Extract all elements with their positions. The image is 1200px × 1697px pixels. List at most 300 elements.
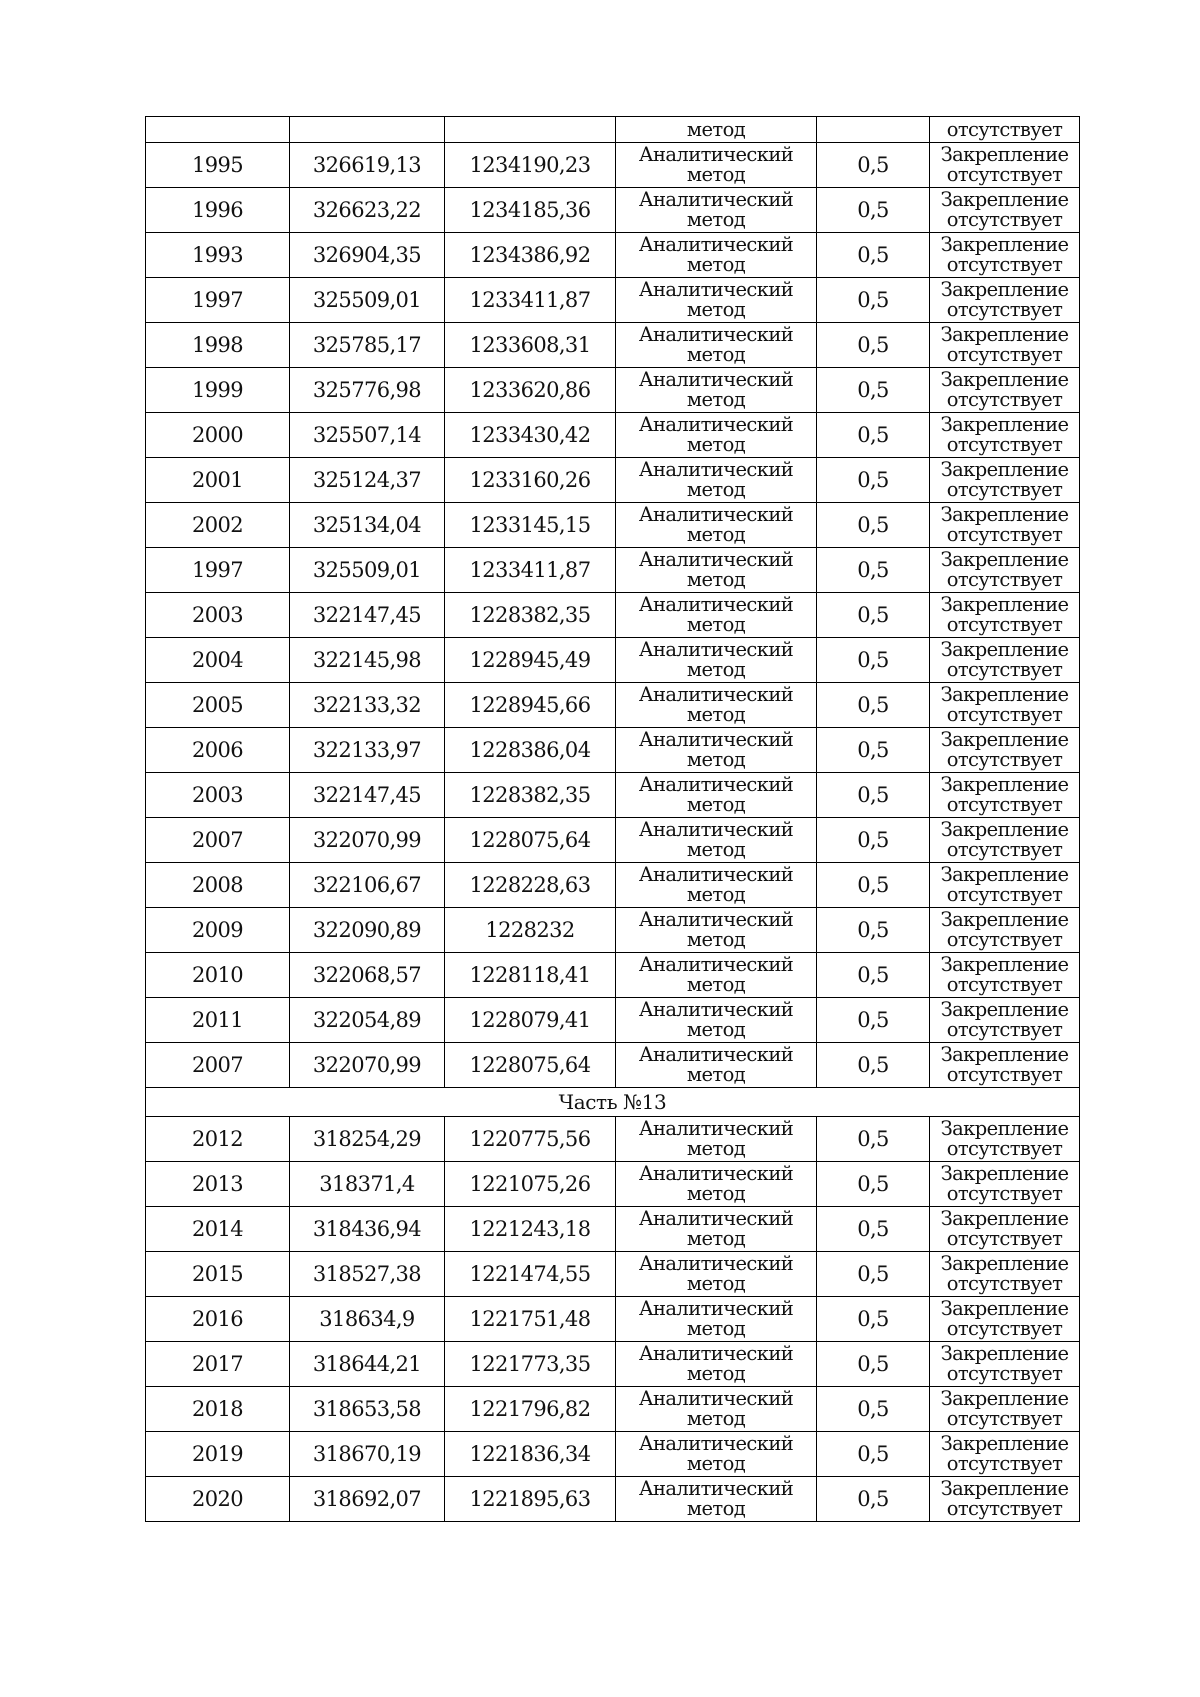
table-row bbox=[146, 368, 1080, 413]
table-row bbox=[146, 1162, 1080, 1207]
table-row bbox=[146, 1432, 1080, 1477]
accuracy-cell: 0,5 bbox=[817, 1207, 930, 1252]
accuracy-cell: 0,5 bbox=[817, 1252, 930, 1297]
accuracy-cell: 0,5 bbox=[817, 683, 930, 728]
point-number-cell: 2012 bbox=[146, 1117, 290, 1162]
accuracy-cell: 0,5 bbox=[817, 728, 930, 773]
method-line-2: метод bbox=[686, 298, 746, 321]
y-coordinate-cell: 1234185,36 bbox=[445, 188, 616, 233]
y-coordinate-cell: 1221751,48 bbox=[445, 1297, 616, 1342]
accuracy-cell: 0,5 bbox=[817, 593, 930, 638]
fixing-line-2: отсутствует bbox=[946, 253, 1063, 276]
point-number-cell: 2015 bbox=[146, 1252, 290, 1297]
fixing-line-1: Закрепление bbox=[940, 1207, 1069, 1230]
fixing-line-2: отсутствует bbox=[946, 883, 1063, 906]
y-coordinate-cell: 1221075,26 bbox=[445, 1162, 616, 1207]
accuracy-cell: 0,5 bbox=[817, 1162, 930, 1207]
method-cell bbox=[616, 773, 817, 818]
method-line-2: метод bbox=[686, 1018, 746, 1041]
fixing-cell bbox=[930, 368, 1080, 413]
fixing-line-1: Закрепление bbox=[940, 188, 1069, 211]
point-number-cell: 1999 bbox=[146, 368, 290, 413]
method-line-2: метод bbox=[686, 1317, 746, 1340]
fixing-line-1: Закрепление bbox=[940, 1252, 1069, 1275]
x-coordinate-cell: 318692,07 bbox=[290, 1477, 445, 1522]
y-coordinate-cell: 1228386,04 bbox=[445, 728, 616, 773]
fixing-line-1: Закрепление bbox=[940, 1342, 1069, 1365]
fixing-line-2: отсутствует bbox=[946, 973, 1063, 996]
table-row bbox=[146, 1207, 1080, 1252]
fixing-line-1: Закрепление bbox=[940, 413, 1069, 436]
x-coordinate-cell: 318634,9 bbox=[290, 1297, 445, 1342]
fixing-cell bbox=[930, 548, 1080, 593]
method-cell bbox=[616, 368, 817, 413]
y-coordinate-cell: 1233608,31 bbox=[445, 323, 616, 368]
fixing-cell bbox=[930, 1043, 1080, 1088]
x-coordinate-cell: 318436,94 bbox=[290, 1207, 445, 1252]
method-line-2: метод bbox=[686, 1497, 746, 1520]
method-line-2: метод bbox=[686, 613, 746, 636]
table-row bbox=[146, 683, 1080, 728]
fixing-line-2: отсутствует bbox=[946, 703, 1063, 726]
fixing-line-1: Закрепление bbox=[940, 368, 1069, 391]
fixing-line-2: отсутствует bbox=[946, 793, 1063, 816]
method-line-1: Аналитический bbox=[638, 728, 794, 751]
method-line-2: метод bbox=[686, 388, 746, 411]
method-line-1: Аналитический bbox=[638, 1477, 794, 1500]
x-coordinate-cell: 325776,98 bbox=[290, 368, 445, 413]
fixing-line-1: Закрепление bbox=[940, 1387, 1069, 1410]
y-coordinate-cell: 1221773,35 bbox=[445, 1342, 616, 1387]
fixing-line-2: отсутствует bbox=[946, 478, 1063, 501]
fixing-line-1: Закрепление bbox=[940, 1432, 1069, 1455]
point-number-cell: 2000 bbox=[146, 413, 290, 458]
accuracy-cell: 0,5 bbox=[817, 143, 930, 188]
table-row bbox=[146, 863, 1080, 908]
method-line-2: метод bbox=[686, 883, 746, 906]
x-coordinate-cell: 325134,04 bbox=[290, 503, 445, 548]
method-cell bbox=[616, 233, 817, 278]
fixing-line-2: отсутствует bbox=[946, 1497, 1063, 1520]
y-coordinate-cell: 1234190,23 bbox=[445, 143, 616, 188]
fixing-line-1: Закрепление bbox=[940, 638, 1069, 661]
y-coordinate-cell: 1233411,87 bbox=[445, 278, 616, 323]
method-line-1: Аналитический bbox=[638, 638, 794, 661]
point-number-cell: 2005 bbox=[146, 683, 290, 728]
method-cell bbox=[616, 278, 817, 323]
fixing-line-1: Закрепление bbox=[940, 728, 1069, 751]
method-cell bbox=[616, 458, 817, 503]
table-row bbox=[146, 413, 1080, 458]
y-coordinate-cell: 1228079,41 bbox=[445, 998, 616, 1043]
method-cell bbox=[616, 818, 817, 863]
table-row bbox=[146, 998, 1080, 1043]
y-coordinate-cell: 1228228,63 bbox=[445, 863, 616, 908]
y-coordinate-cell: 1220775,56 bbox=[445, 1117, 616, 1162]
method-line-1: Аналитический bbox=[638, 548, 794, 571]
y-coordinate-cell bbox=[445, 117, 616, 143]
x-coordinate-cell: 322147,45 bbox=[290, 593, 445, 638]
method-line-2: метод bbox=[686, 658, 746, 681]
point-number-cell: 2006 bbox=[146, 728, 290, 773]
method-cell bbox=[616, 188, 817, 233]
point-number-cell: 2019 bbox=[146, 1432, 290, 1477]
fixing-line-2: отсутствует bbox=[946, 1317, 1063, 1340]
fixing-cell bbox=[930, 728, 1080, 773]
table-row bbox=[146, 1043, 1080, 1088]
method-line-1: Аналитический bbox=[638, 998, 794, 1021]
fixing-line-2: отсутствует bbox=[946, 1272, 1063, 1295]
accuracy-cell: 0,5 bbox=[817, 233, 930, 278]
method-line-2: метод bbox=[686, 973, 746, 996]
fixing-line-2: отсутствует bbox=[946, 1452, 1063, 1475]
fixing-cell bbox=[930, 638, 1080, 683]
method-cell bbox=[616, 1117, 817, 1162]
fixing-line-1: Закрепление bbox=[940, 1297, 1069, 1320]
fixing-line-2: отсутствует bbox=[946, 1018, 1063, 1041]
y-coordinate-cell: 1221895,63 bbox=[445, 1477, 616, 1522]
point-number-cell: 1996 bbox=[146, 188, 290, 233]
y-coordinate-cell: 1233145,15 bbox=[445, 503, 616, 548]
y-coordinate-cell: 1221836,34 bbox=[445, 1432, 616, 1477]
table-row bbox=[146, 188, 1080, 233]
method-line-1: Аналитический bbox=[638, 458, 794, 481]
point-number-cell: 2011 bbox=[146, 998, 290, 1043]
x-coordinate-cell: 322054,89 bbox=[290, 998, 445, 1043]
fixing-cell bbox=[930, 1117, 1080, 1162]
fixing-cell bbox=[930, 1162, 1080, 1207]
y-coordinate-cell: 1221796,82 bbox=[445, 1387, 616, 1432]
fixing-line-2: отсутствует bbox=[946, 1227, 1063, 1250]
method-cell bbox=[616, 1432, 817, 1477]
fixing-line-2: отсутствует bbox=[946, 1362, 1063, 1385]
accuracy-cell: 0,5 bbox=[817, 188, 930, 233]
table-body bbox=[146, 117, 1080, 1522]
fixing-line-2: отсутствует bbox=[946, 658, 1063, 681]
fixing-line-1: Закрепление bbox=[940, 1477, 1069, 1500]
table-row bbox=[146, 953, 1080, 998]
fixing-cell bbox=[930, 773, 1080, 818]
method-line-1: Аналитический bbox=[638, 188, 794, 211]
point-number-cell: 2007 bbox=[146, 818, 290, 863]
point-number-cell: 2003 bbox=[146, 773, 290, 818]
method-line-1: Аналитический bbox=[638, 413, 794, 436]
point-number-cell: 2009 bbox=[146, 908, 290, 953]
table-row bbox=[146, 1297, 1080, 1342]
method-line-2: метод bbox=[686, 793, 746, 816]
fixing-cell bbox=[930, 323, 1080, 368]
method-cell bbox=[616, 1162, 817, 1207]
method-cell bbox=[616, 413, 817, 458]
x-coordinate-cell: 318254,29 bbox=[290, 1117, 445, 1162]
point-number-cell: 2018 bbox=[146, 1387, 290, 1432]
y-coordinate-cell: 1228118,41 bbox=[445, 953, 616, 998]
x-coordinate-cell: 326619,13 bbox=[290, 143, 445, 188]
method-line-2: метод bbox=[686, 1362, 746, 1385]
y-coordinate-cell: 1228075,64 bbox=[445, 1043, 616, 1088]
method-cell bbox=[616, 503, 817, 548]
x-coordinate-cell: 322106,67 bbox=[290, 863, 445, 908]
accuracy-cell: 0,5 bbox=[817, 278, 930, 323]
method-line-1: Аналитический bbox=[638, 863, 794, 886]
x-coordinate-cell: 322147,45 bbox=[290, 773, 445, 818]
method-cell bbox=[616, 323, 817, 368]
point-number-cell: 2017 bbox=[146, 1342, 290, 1387]
accuracy-cell: 0,5 bbox=[817, 323, 930, 368]
fixing-line-1: Закрепление bbox=[940, 458, 1069, 481]
table-row bbox=[146, 1387, 1080, 1432]
x-coordinate-cell: 322133,97 bbox=[290, 728, 445, 773]
method-cell bbox=[616, 863, 817, 908]
point-number-cell: 2002 bbox=[146, 503, 290, 548]
method-line-1: Аналитический bbox=[638, 1342, 794, 1365]
point-number-cell: 2010 bbox=[146, 953, 290, 998]
accuracy-cell: 0,5 bbox=[817, 818, 930, 863]
y-coordinate-cell: 1228945,49 bbox=[445, 638, 616, 683]
x-coordinate-cell: 322133,32 bbox=[290, 683, 445, 728]
method-line-1: Аналитический bbox=[638, 1043, 794, 1066]
method-line-1: Аналитический bbox=[638, 1117, 794, 1140]
method-line-2: метод bbox=[686, 1063, 746, 1086]
accuracy-cell: 0,5 bbox=[817, 773, 930, 818]
method-line-2: метод bbox=[686, 253, 746, 276]
fixing-line-2: отсутствует bbox=[946, 298, 1063, 321]
x-coordinate-cell: 322070,99 bbox=[290, 1043, 445, 1088]
x-coordinate-cell: 325509,01 bbox=[290, 278, 445, 323]
table-row bbox=[146, 458, 1080, 503]
fixing-line-1: Закрепление bbox=[940, 323, 1069, 346]
accuracy-cell: 0,5 bbox=[817, 413, 930, 458]
method-line-1: Аналитический bbox=[638, 233, 794, 256]
y-coordinate-cell: 1233430,42 bbox=[445, 413, 616, 458]
fixing-cell bbox=[930, 1432, 1080, 1477]
point-number-cell: 2014 bbox=[146, 1207, 290, 1252]
fixing-cell bbox=[930, 998, 1080, 1043]
x-coordinate-cell bbox=[290, 117, 445, 143]
fixing-line-1: Закрепление bbox=[940, 593, 1069, 616]
point-number-cell: 2016 bbox=[146, 1297, 290, 1342]
method-line-2: метод bbox=[686, 748, 746, 771]
method-cell bbox=[616, 143, 817, 188]
method-line-2: метод bbox=[686, 1227, 746, 1250]
accuracy-cell bbox=[817, 117, 930, 143]
fixing-cell bbox=[930, 188, 1080, 233]
method-line-1: Аналитический bbox=[638, 1387, 794, 1410]
accuracy-cell: 0,5 bbox=[817, 863, 930, 908]
section-header-row bbox=[146, 1088, 1080, 1117]
fixing-cell bbox=[930, 593, 1080, 638]
accuracy-cell: 0,5 bbox=[817, 908, 930, 953]
y-coordinate-cell: 1233411,87 bbox=[445, 548, 616, 593]
method-line-2: метод bbox=[686, 838, 746, 861]
accuracy-cell: 0,5 bbox=[817, 1043, 930, 1088]
x-coordinate-cell: 322090,89 bbox=[290, 908, 445, 953]
table-row bbox=[146, 233, 1080, 278]
fixing-cell bbox=[930, 413, 1080, 458]
fixing-cell bbox=[930, 1387, 1080, 1432]
method-line-1: Аналитический bbox=[638, 953, 794, 976]
y-coordinate-cell: 1233160,26 bbox=[445, 458, 616, 503]
accuracy-cell: 0,5 bbox=[817, 548, 930, 593]
fixing-line-2: отсутствует bbox=[946, 748, 1063, 771]
fixing-line-1: Закрепление bbox=[940, 143, 1069, 166]
accuracy-cell: 0,5 bbox=[817, 638, 930, 683]
accuracy-cell: 0,5 bbox=[817, 1117, 930, 1162]
y-coordinate-cell: 1233620,86 bbox=[445, 368, 616, 413]
x-coordinate-cell: 322145,98 bbox=[290, 638, 445, 683]
fixing-line-2: отсутствует bbox=[946, 523, 1063, 546]
accuracy-cell: 0,5 bbox=[817, 998, 930, 1043]
table-row bbox=[146, 908, 1080, 953]
point-number-cell: 2013 bbox=[146, 1162, 290, 1207]
table-row bbox=[146, 1342, 1080, 1387]
x-coordinate-cell: 325785,17 bbox=[290, 323, 445, 368]
x-coordinate-cell: 325507,14 bbox=[290, 413, 445, 458]
table-row bbox=[146, 548, 1080, 593]
x-coordinate-cell: 318653,58 bbox=[290, 1387, 445, 1432]
method-line-1: Аналитический bbox=[638, 818, 794, 841]
method-cell: метод bbox=[616, 117, 817, 143]
fixing-line-2: отсутствует bbox=[946, 838, 1063, 861]
x-coordinate-cell: 325509,01 bbox=[290, 548, 445, 593]
fixing-line-1: Закрепление bbox=[940, 683, 1069, 706]
accuracy-cell: 0,5 bbox=[817, 1477, 930, 1522]
table-row bbox=[146, 773, 1080, 818]
accuracy-cell: 0,5 bbox=[817, 458, 930, 503]
fixing-line-1: Закрепление bbox=[940, 953, 1069, 976]
fixing-line-1: Закрепление bbox=[940, 503, 1069, 526]
method-line-2: метод bbox=[686, 478, 746, 501]
coordinates-table bbox=[145, 116, 1080, 1522]
method-cell bbox=[616, 998, 817, 1043]
fixing-line-2: отсутствует bbox=[946, 433, 1063, 456]
method-cell bbox=[616, 728, 817, 773]
y-coordinate-cell: 1221243,18 bbox=[445, 1207, 616, 1252]
y-coordinate-cell: 1228382,35 bbox=[445, 593, 616, 638]
table-row-continued bbox=[146, 117, 1080, 143]
point-number-cell: 2007 bbox=[146, 1043, 290, 1088]
point-number-cell: 1995 bbox=[146, 143, 290, 188]
x-coordinate-cell: 318670,19 bbox=[290, 1432, 445, 1477]
x-coordinate-cell: 318644,21 bbox=[290, 1342, 445, 1387]
method-cell bbox=[616, 1043, 817, 1088]
y-coordinate-cell: 1234386,92 bbox=[445, 233, 616, 278]
fixing-line-2: отсутствует bbox=[946, 343, 1063, 366]
accuracy-cell: 0,5 bbox=[817, 1342, 930, 1387]
accuracy-cell: 0,5 bbox=[817, 503, 930, 548]
fixing-cell bbox=[930, 1207, 1080, 1252]
point-number-cell: 2008 bbox=[146, 863, 290, 908]
fixing-cell bbox=[930, 683, 1080, 728]
method-line-1: Аналитический bbox=[638, 323, 794, 346]
method-cell bbox=[616, 1207, 817, 1252]
method-cell bbox=[616, 638, 817, 683]
x-coordinate-cell: 322068,57 bbox=[290, 953, 445, 998]
method-line-1: Аналитический bbox=[638, 593, 794, 616]
method-line-2: метод bbox=[686, 1272, 746, 1295]
method-line-1: Аналитический bbox=[638, 773, 794, 796]
fixing-line-1: Закрепление bbox=[940, 818, 1069, 841]
accuracy-cell: 0,5 bbox=[817, 953, 930, 998]
method-line-1: Аналитический bbox=[638, 1432, 794, 1455]
fixing-line-2: отсутствует bbox=[946, 568, 1063, 591]
fixing-line-2: отсутствует bbox=[946, 1182, 1063, 1205]
method-cell bbox=[616, 1342, 817, 1387]
point-number-cell: 2001 bbox=[146, 458, 290, 503]
method-line-1: Аналитический bbox=[638, 278, 794, 301]
table-row bbox=[146, 503, 1080, 548]
fixing-line-1: Закрепление bbox=[940, 1162, 1069, 1185]
method-line-2: метод bbox=[686, 928, 746, 951]
table-row bbox=[146, 1252, 1080, 1297]
point-number-cell: 2003 bbox=[146, 593, 290, 638]
x-coordinate-cell: 322070,99 bbox=[290, 818, 445, 863]
accuracy-cell: 0,5 bbox=[817, 1297, 930, 1342]
fixing-line-1: Закрепление bbox=[940, 1117, 1069, 1140]
section-title: Часть №13 bbox=[146, 1088, 1080, 1117]
table-row bbox=[146, 638, 1080, 683]
table-row bbox=[146, 1117, 1080, 1162]
table-row bbox=[146, 278, 1080, 323]
x-coordinate-cell: 318371,4 bbox=[290, 1162, 445, 1207]
fixing-cell bbox=[930, 143, 1080, 188]
method-line-1: Аналитический bbox=[638, 143, 794, 166]
point-number-cell: 1998 bbox=[146, 323, 290, 368]
method-cell bbox=[616, 1387, 817, 1432]
y-coordinate-cell: 1221474,55 bbox=[445, 1252, 616, 1297]
method-line-1: Аналитический bbox=[638, 368, 794, 391]
method-line-1: Аналитический bbox=[638, 908, 794, 931]
method-line-1: Аналитический bbox=[638, 1207, 794, 1230]
accuracy-cell: 0,5 bbox=[817, 1387, 930, 1432]
table-row bbox=[146, 593, 1080, 638]
fixing-line-2: отсутствует bbox=[946, 613, 1063, 636]
method-line-2: метод bbox=[686, 163, 746, 186]
fixing-cell bbox=[930, 818, 1080, 863]
method-cell bbox=[616, 1252, 817, 1297]
y-coordinate-cell: 1228232 bbox=[445, 908, 616, 953]
fixing-cell bbox=[930, 233, 1080, 278]
method-cell bbox=[616, 548, 817, 593]
y-coordinate-cell: 1228382,35 bbox=[445, 773, 616, 818]
fixing-cell bbox=[930, 953, 1080, 998]
method-line-2: метод bbox=[686, 703, 746, 726]
y-coordinate-cell: 1228075,64 bbox=[445, 818, 616, 863]
method-line-2: метод bbox=[686, 208, 746, 231]
method-line-1: Аналитический bbox=[638, 1252, 794, 1275]
fixing-cell bbox=[930, 863, 1080, 908]
fixing-line-1: Закрепление bbox=[940, 548, 1069, 571]
fixing-line-2: отсутствует bbox=[946, 388, 1063, 411]
point-number-cell bbox=[146, 117, 290, 143]
fixing-line-2: отсутствует bbox=[946, 1063, 1063, 1086]
fixing-line-1: Закрепление bbox=[940, 233, 1069, 256]
x-coordinate-cell: 318527,38 bbox=[290, 1252, 445, 1297]
fixing-line-1: Закрепление bbox=[940, 1043, 1069, 1066]
method-line-2: метод bbox=[686, 1182, 746, 1205]
table-row bbox=[146, 728, 1080, 773]
table-row bbox=[146, 1477, 1080, 1522]
fixing-cell bbox=[930, 458, 1080, 503]
fixing-cell bbox=[930, 278, 1080, 323]
fixing-line-2: отсутствует bbox=[946, 928, 1063, 951]
point-number-cell: 2020 bbox=[146, 1477, 290, 1522]
x-coordinate-cell: 325124,37 bbox=[290, 458, 445, 503]
method-line-2: метод bbox=[686, 343, 746, 366]
fixing-cell bbox=[930, 1342, 1080, 1387]
fixing-cell bbox=[930, 1297, 1080, 1342]
point-number-cell: 1997 bbox=[146, 278, 290, 323]
